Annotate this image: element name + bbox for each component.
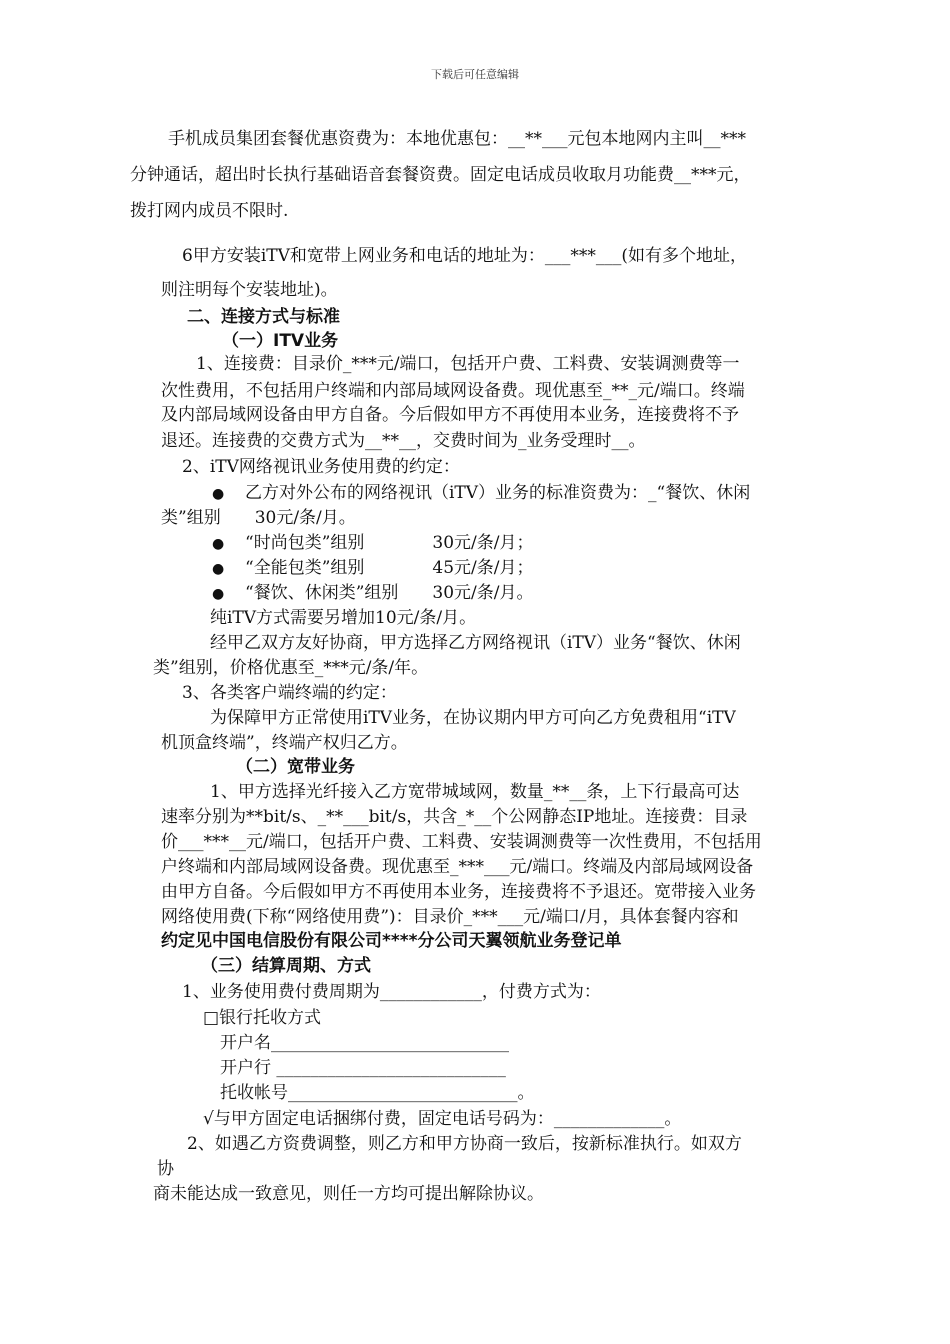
subsection-heading: （二）宽带业务 <box>236 757 355 777</box>
text-line: 3、各类客户端终端的约定： <box>182 683 397 703</box>
text-line: 乙方对外公布的网络视讯（iTV）业务的标准资费为：_“餐饮、休闲 <box>245 483 751 503</box>
bullet-icon: ● <box>212 561 225 577</box>
text-line: 1、连接费：目录价_***元/端口，包括开户费、工料费、安装调测费等一 <box>196 354 740 374</box>
text-line: 手机成员集团套餐优惠资费为：本地优惠包：__**___元包本地网内主叫__*** <box>168 129 746 149</box>
text-line: 约定见中国电信股份有限公司****分公司天翼领航业务登记单 <box>161 931 622 951</box>
bullet-icon: ● <box>212 536 225 552</box>
text-line: 分钟通话，超出时长执行基础语音套餐资费。固定电话成员收取月功能费__***元， <box>130 165 751 185</box>
text-line: 拨打网内成员不限时. <box>130 201 289 221</box>
text-line: 类”组别 30元/条/月。 <box>161 508 356 528</box>
bullet-icon: ● <box>212 586 225 602</box>
text-line: √与甲方固定电话捆绑付费，固定电话号码为：_____________。 <box>203 1109 682 1129</box>
subsection-heading: （一）ITV业务 <box>222 331 339 351</box>
text-line: 开户行 ___________________________ <box>220 1058 506 1078</box>
text-line: 速率分别为**bit/s、_**___bit/s，共含_*__个公网静态IP地址。连接费：目录 <box>161 807 748 827</box>
subsection-heading: （三）结算周期、方式 <box>201 956 371 976</box>
text-line: 2、如遇乙方资费调整，则乙方和甲方协商一致后，按新标准执行。如双方 <box>187 1134 742 1154</box>
text-line: “时尚包类”组别 30元/条/月； <box>245 533 534 553</box>
text-line: “全能包类”组别 45元/条/月； <box>245 558 534 578</box>
text-line: 网络使用费(下称“网络使用费”)：目录价_***___元/端口/月，具体套餐内容和 <box>161 907 739 927</box>
text-line: 6甲方安装iTV和宽带上网业务和电话的地址为：___***___(如有多个地址， <box>182 246 747 266</box>
text-line: “餐饮、休闲类”组别 30元/条/月。 <box>245 583 534 603</box>
text-line: 开户名____________________________ <box>220 1033 509 1053</box>
text-line: 机顶盒终端”，终端产权归乙方。 <box>161 733 408 753</box>
text-line: 纯iTV方式需要另增加10元/条/月。 <box>210 608 477 628</box>
text-line: 1、甲方选择光纤接入乙方宽带城域网，数量_**__条，上下行最高可达 <box>210 782 740 802</box>
text-line: 价___***__元/端口，包括开户费、工料费、安装调测费等一次性费用，不包括用 <box>161 832 762 852</box>
text-line: 1、业务使用费付费周期为____________，付费方式为： <box>182 982 601 1002</box>
text-line: 经甲乙双方友好协商，甲方选择乙方网络视讯（iTV）业务“餐饮、休闲 <box>210 633 741 653</box>
section-heading: 二、连接方式与标准 <box>187 307 340 327</box>
checkbox-bank-collection: □银行托收方式 <box>203 1008 322 1028</box>
text-line: 户终端和内部局域网设备费。现优惠至_***___元/端口。终端及内部局域网设备 <box>161 857 754 877</box>
page-header: 下载后可任意编辑 <box>431 68 519 81</box>
text-line: 协 <box>157 1159 174 1179</box>
bullet-icon: ● <box>212 486 225 502</box>
text-line: 托收帐号___________________________。 <box>220 1083 535 1103</box>
text-line: 及内部局域网设备由甲方自备。今后假如甲方不再使用本业务，连接费将不予 <box>161 405 739 425</box>
text-line: 2、iTV网络视讯业务使用费的约定： <box>182 457 460 477</box>
text-line: 由甲方自备。今后假如甲方不再使用本业务，连接费将不予退还。宽带接入业务 <box>161 882 756 902</box>
text-line: 退还。连接费的交费方式为__**__，交费时间为_业务受理时__。 <box>161 431 646 451</box>
text-line: 次性费用，不包括用户终端和内部局域网设备费。现优惠至_**_元/端口。终端 <box>161 381 745 401</box>
text-line: 则注明每个安装地址)。 <box>161 280 338 300</box>
text-line: 类”组别，价格优惠至_***元/条/年。 <box>153 658 429 678</box>
text-line: 商未能达成一致意见，则任一方均可提出解除协议。 <box>153 1184 544 1204</box>
text-line: 为保障甲方正常使用iTV业务，在协议期内甲方可向乙方免费租用“iTV <box>210 708 736 728</box>
